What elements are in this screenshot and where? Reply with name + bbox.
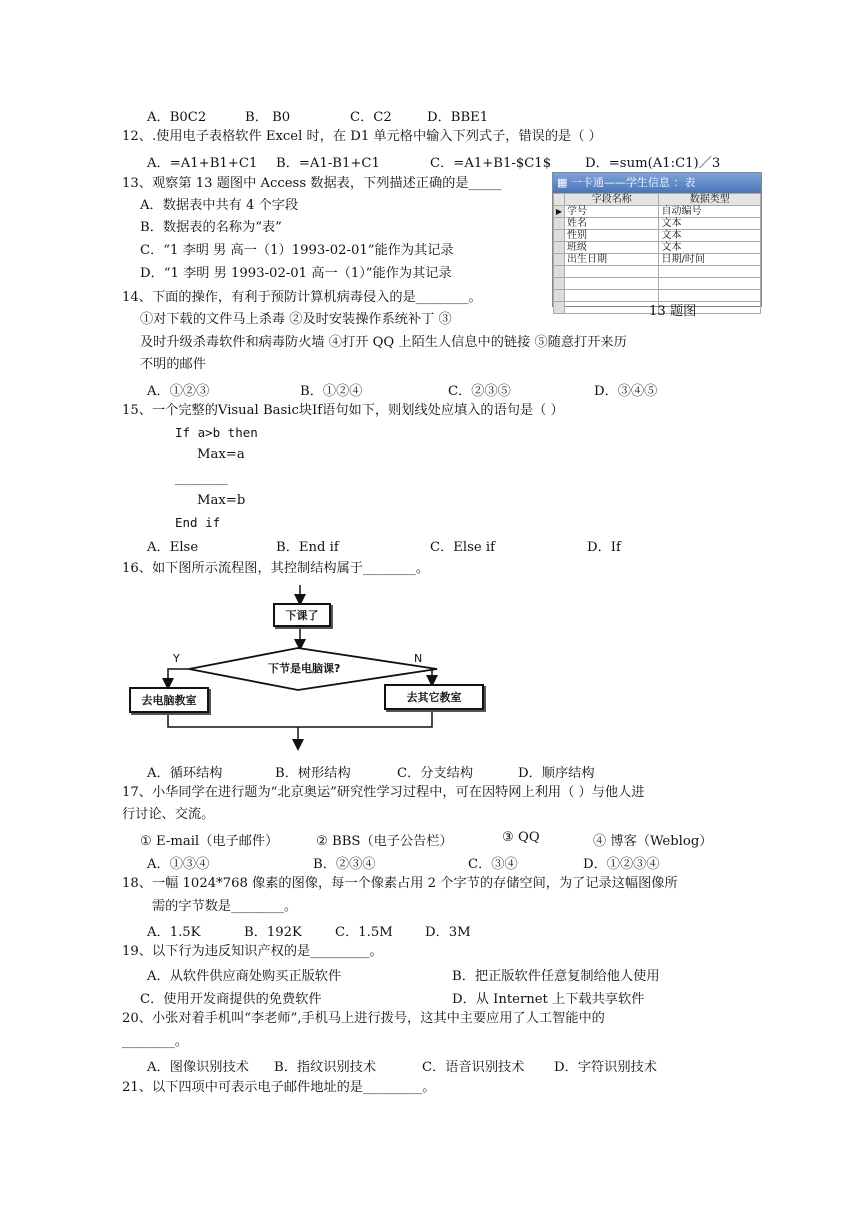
field-name-cell: 学号 [565,206,659,218]
q13-option-b: B．数据表的名称为“表” [140,220,282,235]
q18-stem-line-2: 需的字节数是________。 [152,899,298,914]
q11-option-a: A．B0C2 [147,110,207,125]
q19-stem: 19、以下行为违反知识产权的是_________。 [122,944,383,959]
q16-option-a: A．循环结构 [147,766,223,781]
q14-option-b: B．①②④ [300,384,363,399]
q17-item: ② BBS（电子公告栏） [316,834,453,849]
q21-stem: 21、以下四项中可表示电子邮件地址的是_________。 [122,1080,436,1095]
q20-option-a: A．图像识别技术 [147,1060,249,1075]
q17-option-d: D．①②③④ [583,857,660,872]
field-name-cell: 班级 [565,242,659,254]
q13-option-a: A．数据表中共有 4 个字段 [140,198,299,213]
q15-option-c: C．Else if [430,540,495,555]
flow-yes-label: Y [173,652,180,665]
grid-header-field: 字段名称 [565,194,659,206]
code-line: End if [175,515,221,530]
q12-option-b: B．=A1-B1+C1 [276,156,380,171]
q17-option-b: B．②③④ [313,857,376,872]
q13-stem: 13、观察第 13 题图中 Access 数据表，下列描述正确的是_____ [122,176,502,191]
row-selector-arrow-icon: ▶ [554,206,565,218]
q20-stem-line-1: 20、小张对着手机叫“李老师”,手机马上进行拨号，这其中主要应用了人工智能中的 [122,1011,605,1026]
q16-option-c: C．分支结构 [397,766,474,781]
q20-option-c: C．语音识别技术 [422,1060,525,1075]
q12-option-d: D．=sum(A1:C1)／3 [585,156,721,171]
q11-option-d: D．BBE1 [427,110,489,125]
q14-item-line-1: ①对下载的文件马上杀毒 ②及时安装操作系统补丁 ③ [140,312,452,327]
q12-option-a: A．=A1+B1+C1 [147,156,258,171]
q16-option-d: D．顺序结构 [518,766,595,781]
q17-item: ④ 博客（Weblog） [593,834,713,849]
q15-option-d: D．If [587,540,621,555]
q14-item-line-3: 不明的邮件 [140,357,206,372]
q18-option-a: A．1.5K [147,925,201,940]
q18-stem-line-1: 18、一幅 1024*768 像素的图像，每一个像素占用 2 个字节的存储空间，为了记录这幅图像所 [122,876,678,891]
flow-no-label: N [414,652,423,665]
q13-option-c: C．“1 李明 男 高一（1）1993-02-01”能作为其记录 [140,243,454,258]
code-line: Max=b [197,493,246,508]
q16-option-b: B．树形结构 [275,766,351,781]
q14-item-line-2: 及时升级杀毒软件和病毒防火墙 ④打开 QQ 上陌生人信息中的链接 ⑤随意打开来历 [140,335,627,350]
q13-option-d: D．“1 李明 男 1993-02-01 高一（1）”能作为其记录 [140,266,452,281]
q17-item: ③ QQ [502,830,540,845]
q19-option-d: D．从 Internet 上下载共享软件 [452,992,645,1007]
q14-stem: 14、下面的操作，有利于预防计算机病毒侵入的是________。 [122,290,482,305]
flow-arrow-yes [168,669,189,684]
q14-option-d: D．③④⑤ [594,384,658,399]
table-window-icon: ▦ [557,176,568,189]
q17-option-c: C．③④ [468,857,518,872]
field-type-cell: 日期/时间 [659,254,761,266]
q19-option-a: A．从软件供应商处购买正版软件 [147,969,342,984]
q12-option-c: C．=A1+B1-$C1$ [430,156,552,171]
q18-option-b: B．192K [244,925,302,940]
field-type-cell: 文本 [659,242,761,254]
q18-option-d: D．3M [425,925,471,940]
q19-option-b: B．把正版软件任意复制给他人使用 [452,969,660,984]
q19-option-c: C．使用开发商提供的免费软件 [140,992,322,1007]
q17-stem-line-1: 17、小华同学在进行题为“北京奥运”研究性学习过程中，可在因特网上利用（ ）与他人进 [122,785,645,800]
q11-option-c: C．C2 [350,110,392,125]
q15-option-b: B．End if [276,540,339,555]
q12-stem: 12、.使用电子表格软件 Excel 时，在 D1 单元格中输入下列式子，错误的是（ ） [122,129,602,144]
q11-option-b: B． B0 [245,110,291,125]
q17-stem-line-2: 行讨论、交流。 [122,807,215,822]
flow-no-box: 去其它教室 [384,684,484,710]
q17-option-a: A．①③④ [147,857,210,872]
field-type-cell: 文本 [659,218,761,230]
q15-option-a: A．Else [147,540,199,555]
q18-option-c: C．1.5M [335,925,393,940]
q14-option-a: A．①②③ [147,384,210,399]
field-name-cell: 姓名 [565,218,659,230]
field-name-cell: 出生日期 [565,254,659,266]
access-table-title: 一卡通——学生信息 ：表 [570,176,696,189]
q17-item: ① E-mail（电子邮件） [140,834,279,849]
code-line: Max=a [197,447,245,462]
code-line: If a>b then [175,425,258,440]
q16-stem: 16、如下图所示流程图，其控制结构属于________。 [122,561,429,576]
q14-option-c: C．②③⑤ [448,384,511,399]
q15-stem: 15、一个完整的Visual Basic块If语句如下，则划线处应填入的语句是（ ） [122,403,564,418]
flow-yes-box: 去电脑教室 [129,687,209,713]
flow-decision-label: 下节是电脑课? [268,662,341,675]
q20-stem-line-2: ________。 [122,1034,188,1049]
flow-arrow-no [432,669,437,681]
grid-header-type: 数据类型 [659,194,761,206]
field-type-cell: 文本 [659,230,761,242]
q20-option-d: D．字符识别技术 [554,1060,657,1075]
q13-figure-caption: 13 题图 [649,304,697,319]
code-blank-line: ________ [175,471,228,486]
flow-start-box: 下课了 [273,603,331,627]
field-name-cell: 性别 [565,230,659,242]
q20-option-b: B．指纹识别技术 [274,1060,377,1075]
field-type-cell: 自动编号 [659,206,761,218]
